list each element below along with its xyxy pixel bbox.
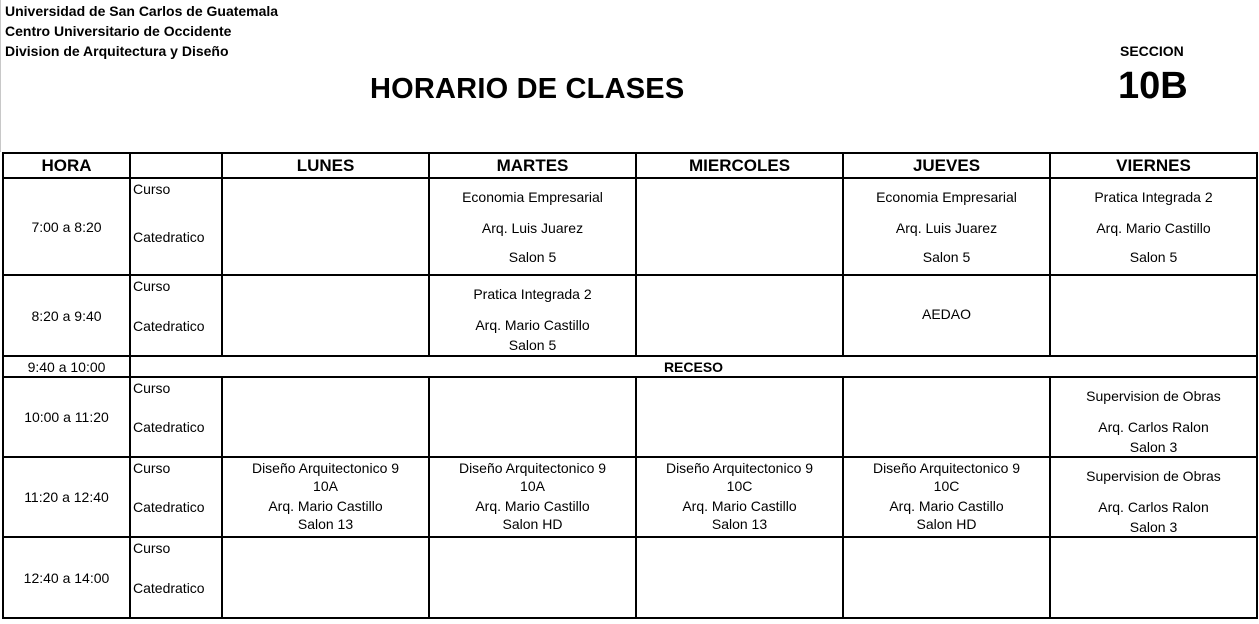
col-header-jueves: JUEVES xyxy=(843,153,1050,178)
cell-line: Salon 3 xyxy=(1129,519,1178,536)
curso-label: Curso xyxy=(133,380,171,397)
receso-row xyxy=(3,356,1257,377)
cell-jueves xyxy=(843,377,1050,457)
cell-line: Arq. Luis Juarez xyxy=(481,220,584,236)
cell-miercoles xyxy=(636,178,843,275)
cell-line: Diseño Arquitectonico 9 xyxy=(665,460,814,477)
row-labels-cell xyxy=(130,178,222,275)
col-header-hora: HORA xyxy=(3,153,130,178)
cell-martes xyxy=(429,457,636,537)
schedule-table xyxy=(2,152,1258,619)
curso-label: Curso xyxy=(133,181,171,197)
cell-miercoles xyxy=(636,377,843,457)
col-header-viernes: VIERNES xyxy=(1050,153,1257,178)
col-header-labels xyxy=(130,153,222,178)
cell-lunes xyxy=(222,537,429,618)
cell-jueves xyxy=(843,457,1050,537)
hora-cell: 7:00 a 8:20 xyxy=(3,178,130,275)
cell-viernes xyxy=(1050,275,1257,356)
cell-line: Arq. Carlos Ralon xyxy=(1098,419,1209,436)
curso-label: Curso xyxy=(133,460,171,477)
row-labels-cell xyxy=(130,457,222,537)
cell-viernes xyxy=(1050,537,1257,618)
cell-line: Economia Empresarial xyxy=(876,189,1017,205)
cell-line: Salon 13 xyxy=(711,516,768,533)
cell-line: Supervision de Obras xyxy=(1086,388,1221,405)
cell-line: AEDAO xyxy=(921,306,971,323)
division-name: Division de Arquitectura y Diseño xyxy=(5,43,229,59)
section-value: 10B xyxy=(1118,65,1188,107)
cell-line: Pratica Integrada 2 xyxy=(473,286,592,303)
col-header-lunes: LUNES xyxy=(222,153,429,178)
catedratico-label: Catedratico xyxy=(133,228,205,245)
catedratico-label: Catedratico xyxy=(133,419,205,436)
cell-jueves xyxy=(843,537,1050,618)
catedratico-label: Catedratico xyxy=(133,579,205,596)
page-title: HORARIO DE CLASES xyxy=(370,73,685,105)
header-row xyxy=(3,153,1257,178)
cell-line: Diseño Arquitectonico 9 xyxy=(458,460,607,477)
table-row xyxy=(3,178,1257,275)
receso-label: RECESO xyxy=(130,356,1257,377)
cell-line: Salon 3 xyxy=(1129,439,1178,456)
catedratico-label: Catedratico xyxy=(133,317,205,334)
cell-miercoles xyxy=(636,457,843,537)
cell-line: Salon HD xyxy=(502,516,563,533)
cell-line: 10A xyxy=(313,478,338,495)
table-row xyxy=(3,377,1257,457)
cell-line: Economia Empresarial xyxy=(462,189,603,205)
university-name: Universidad de San Carlos de Guatemala xyxy=(5,3,279,19)
cell-viernes xyxy=(1050,457,1257,537)
cell-line: 10C xyxy=(933,478,960,495)
cell-line: Arq. Mario Castillo xyxy=(682,498,797,515)
curso-label: Curso xyxy=(133,540,171,557)
cell-miercoles xyxy=(636,275,843,356)
cell-lunes xyxy=(222,377,429,457)
page-border xyxy=(0,0,1,152)
table-row xyxy=(3,275,1257,356)
cell-martes xyxy=(429,178,636,275)
hora-cell: 12:40 a 14:00 xyxy=(3,537,130,618)
cell-line: Arq. Mario Castillo xyxy=(475,498,590,515)
center-name: Centro Universitario de Occidente xyxy=(5,23,232,39)
cell-martes xyxy=(429,377,636,457)
cell-line: Arq. Mario Castillo xyxy=(889,498,1004,515)
cell-martes xyxy=(429,537,636,618)
cell-line: Arq. Carlos Ralon xyxy=(1098,499,1209,516)
cell-line: Pratica Integrada 2 xyxy=(1094,189,1213,205)
cell-jueves xyxy=(843,275,1050,356)
cell-line: Supervision de Obras xyxy=(1086,468,1221,485)
cell-line: Salon 5 xyxy=(508,337,557,354)
cell-martes xyxy=(429,275,636,356)
cell-line: 10A xyxy=(520,478,545,495)
cell-line: Diseño Arquitectonico 9 xyxy=(872,460,1021,477)
cell-lunes xyxy=(222,178,429,275)
cell-line: Diseño Arquitectonico 9 xyxy=(251,460,400,477)
table-row xyxy=(3,537,1257,618)
cell-miercoles xyxy=(636,537,843,618)
cell-viernes xyxy=(1050,377,1257,457)
cell-viernes xyxy=(1050,178,1257,275)
hora-cell: 11:20 a 12:40 xyxy=(3,457,130,537)
cell-line: Salon 13 xyxy=(297,516,354,533)
table-row xyxy=(3,457,1257,537)
col-header-martes: MARTES xyxy=(429,153,636,178)
hora-cell: 10:00 a 11:20 xyxy=(3,377,130,457)
row-labels-cell xyxy=(130,537,222,618)
cell-line: Salon 5 xyxy=(922,249,971,265)
row-labels-cell xyxy=(130,377,222,457)
receso-hora: 9:40 a 10:00 xyxy=(3,356,130,377)
cell-lunes xyxy=(222,457,429,537)
col-header-miercoles: MIERCOLES xyxy=(636,153,843,178)
cell-line: Salon 5 xyxy=(1129,249,1178,265)
cell-line: Arq. Luis Juarez xyxy=(895,220,998,236)
catedratico-label: Catedratico xyxy=(133,499,205,516)
cell-jueves xyxy=(843,178,1050,275)
hora-cell: 8:20 a 9:40 xyxy=(3,275,130,356)
cell-lunes xyxy=(222,275,429,356)
cell-line: Arq. Mario Castillo xyxy=(1096,220,1211,236)
cell-line: 10C xyxy=(726,478,753,495)
cell-line: Salon HD xyxy=(916,516,977,533)
cell-line: Arq. Mario Castillo xyxy=(268,498,383,515)
curso-label: Curso xyxy=(133,278,171,295)
section-label: SECCION xyxy=(1120,43,1184,59)
cell-line: Salon 5 xyxy=(508,249,557,265)
cell-line: Arq. Mario Castillo xyxy=(475,317,590,334)
row-labels-cell xyxy=(130,275,222,356)
